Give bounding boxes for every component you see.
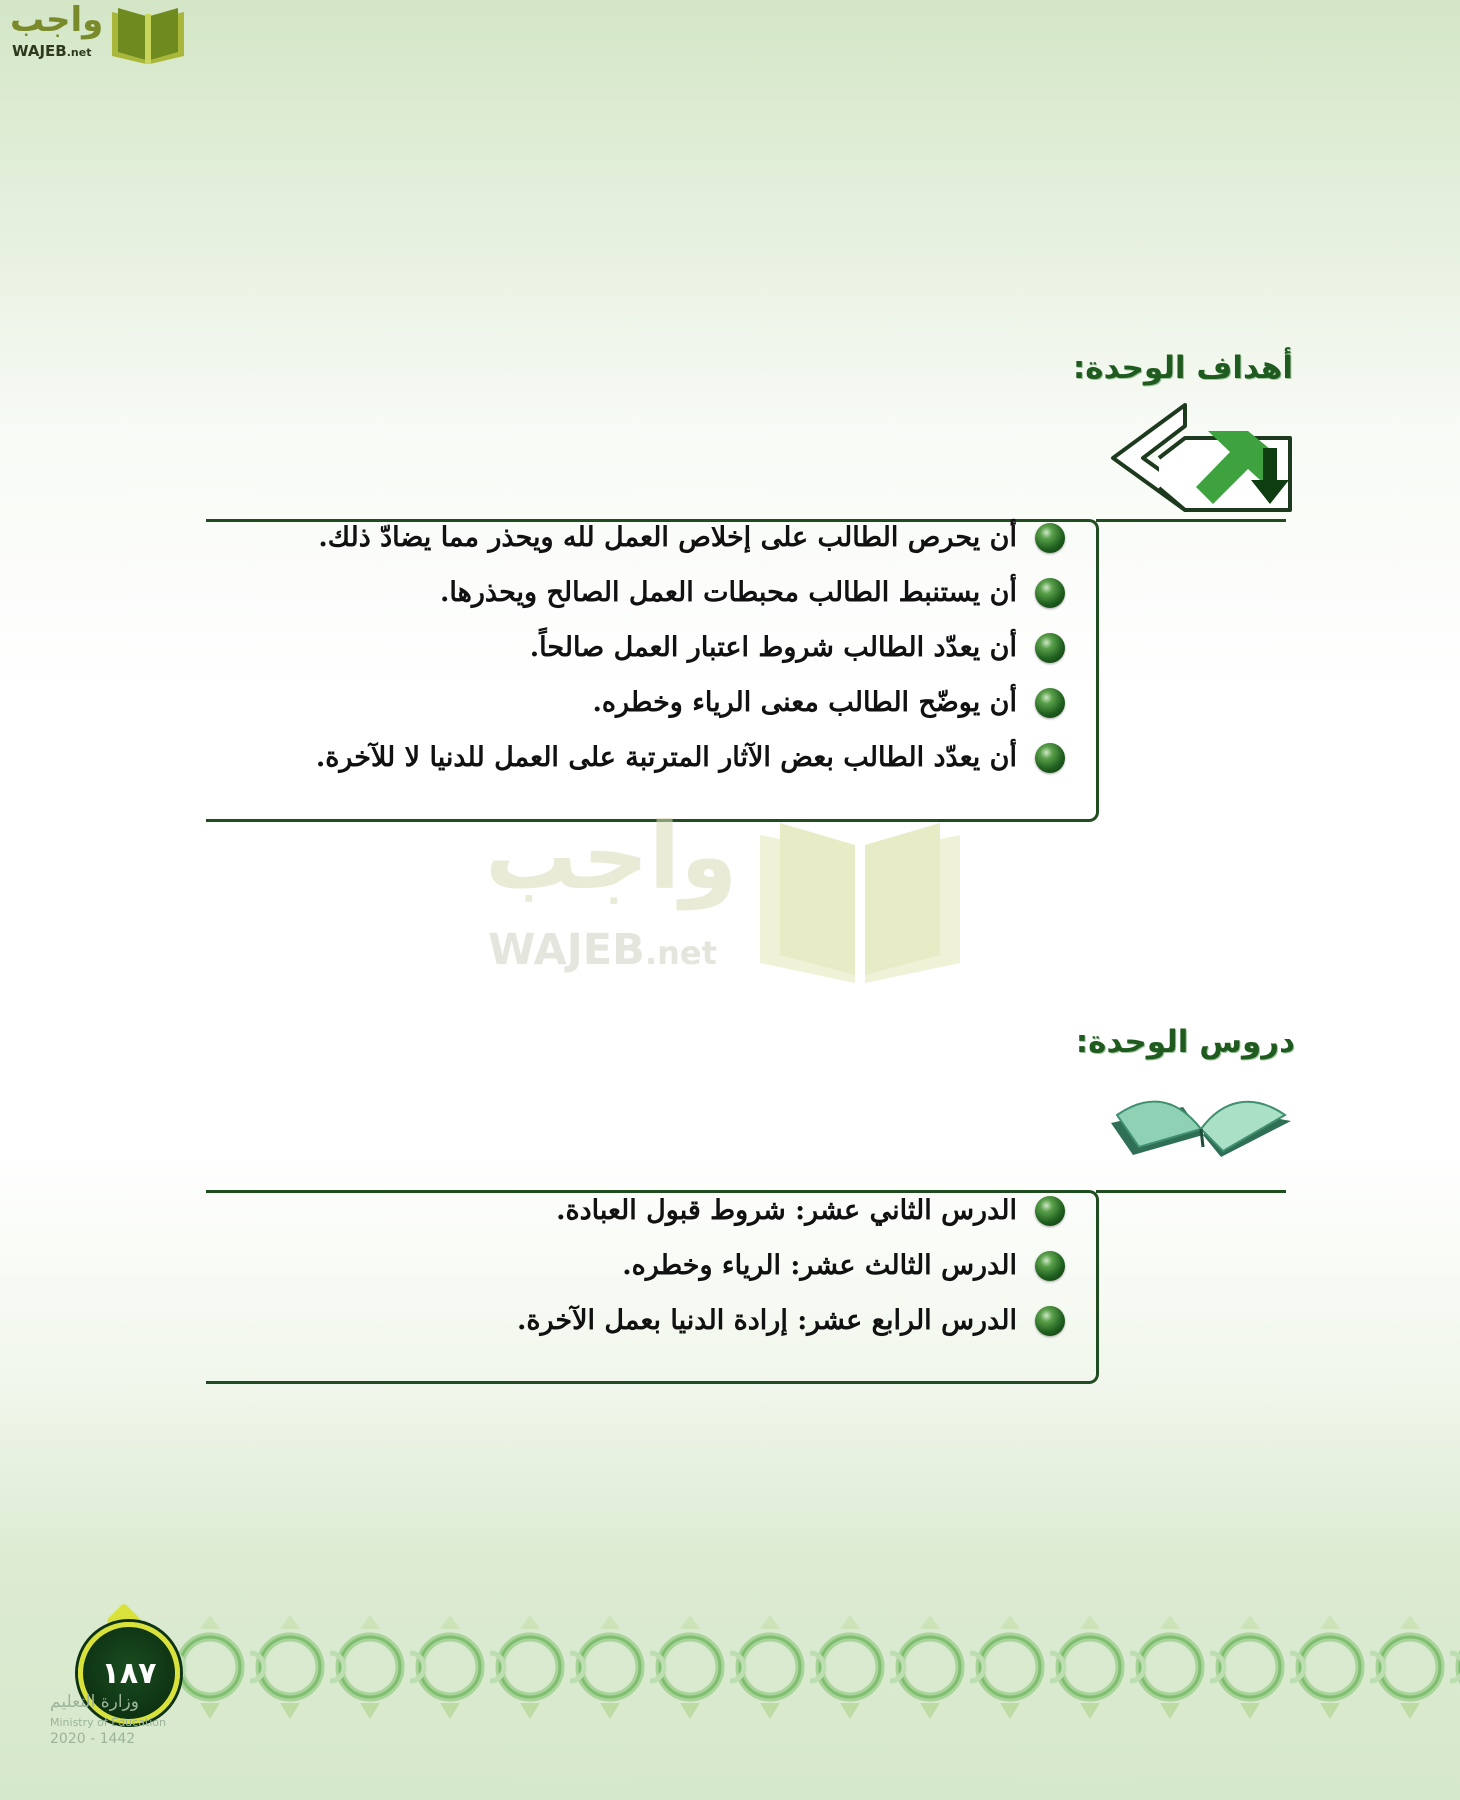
lessons-title: دروس الوحدة: (1075, 1024, 1295, 1060)
lessons-frame-top-tail (1096, 1190, 1286, 1193)
ministry-arabic-text: وزارة التعليم (50, 1692, 139, 1712)
objectives-title: أهداف الوحدة: (1072, 350, 1293, 386)
open-book-icon (1103, 1085, 1293, 1160)
bullet-icon (1035, 1251, 1065, 1281)
lesson-item: الدرس الرابع عشر: إرادة الدنيا بعمل الآخرة. (517, 1293, 1065, 1348)
lesson-item: الدرس الثاني عشر: شروط قبول العبادة. (517, 1183, 1065, 1238)
wajeb-logo[interactable] (10, 0, 190, 66)
bullet-icon (1035, 578, 1065, 608)
objective-item: أن يعدّد الطالب شروط اعتبار العمل صالحاً. (316, 620, 1065, 675)
objective-item: أن يعدّد الطالب بعض الآثار المترتبة على العمل للدنيا لا للآخرة. (316, 730, 1065, 785)
book-logo-icon (108, 4, 188, 66)
ministry-english-text: Ministry of Education (50, 1716, 167, 1729)
objectives-frame-top-tail (1096, 519, 1286, 522)
watermark-latin-text: WAJEB.net (488, 925, 717, 975)
bullet-icon (1035, 1196, 1065, 1226)
lessons-list (517, 1183, 1065, 1348)
objective-item: أن يستنبط الطالب محبطات العمل الصالح ويحذرها. (316, 565, 1065, 620)
watermark-arabic-text: واجب (485, 803, 738, 910)
wajeb-watermark (485, 803, 985, 995)
logo-arabic-text: واجب (10, 0, 104, 40)
ministry-year-text: 2020 - 1442 (50, 1731, 136, 1747)
bullet-icon (1035, 688, 1065, 718)
page-number: ١٨٧ (101, 1655, 157, 1691)
logo-latin-text: WAJEB.net (12, 42, 92, 60)
bullet-icon (1035, 523, 1065, 553)
bullet-icon (1035, 633, 1065, 663)
objective-item: أن يوضّح الطالب معنى الرياء وخطره. (316, 675, 1065, 730)
arrows-icon (1105, 400, 1295, 515)
lesson-item: الدرس الثالث عشر: الرياء وخطره. (517, 1238, 1065, 1293)
bullet-icon (1035, 1306, 1065, 1336)
watermark-book-icon (750, 815, 970, 985)
islamic-ornament-border (170, 1615, 1460, 1725)
bullet-icon (1035, 743, 1065, 773)
objective-item: أن يحرص الطالب على إخلاص العمل لله ويحذر مما يضادّ ذلك. (316, 510, 1065, 565)
objectives-list (316, 510, 1065, 785)
